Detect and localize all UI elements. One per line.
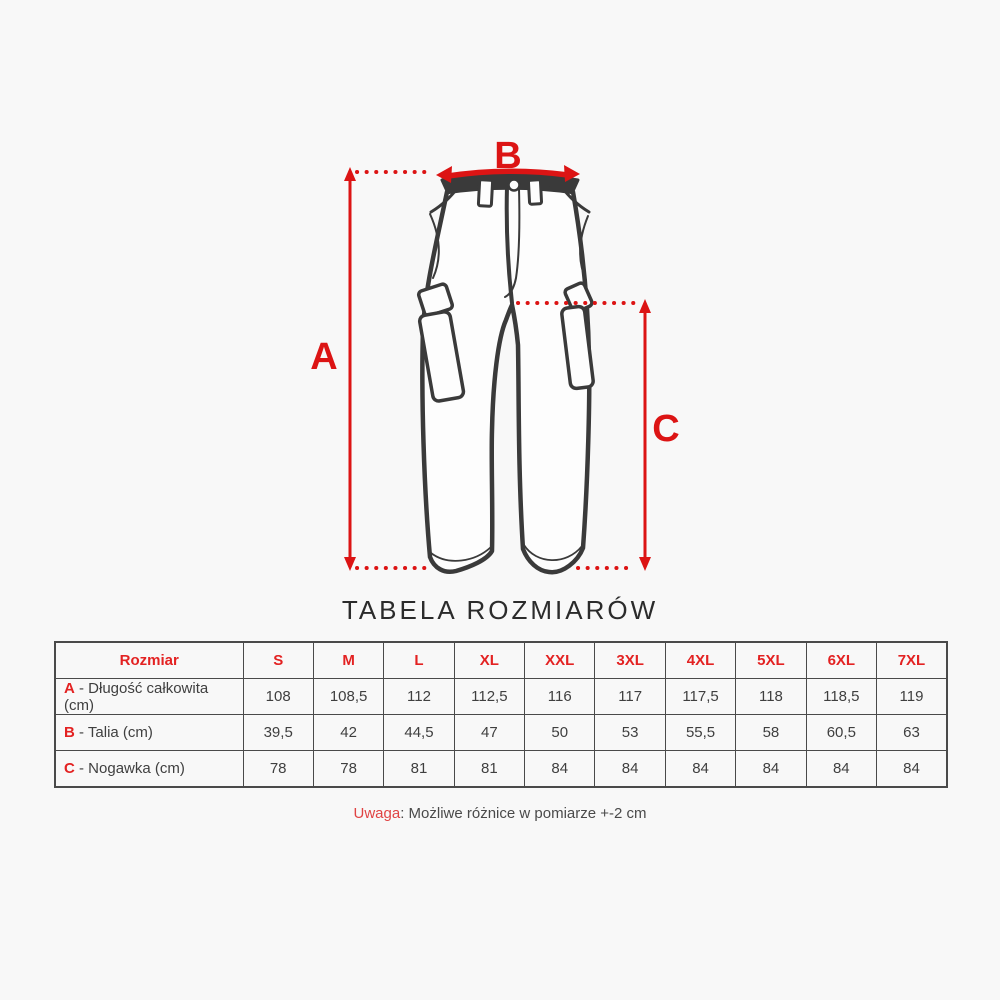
value-cell: 81 [384,751,454,788]
table-row-leg [55,751,947,788]
table-row-waist [55,715,947,751]
waist-button [509,180,520,191]
dimension-c-arrow-down [639,557,651,571]
value-cell: 53 [595,715,665,751]
dimension-a-label: A [310,336,338,378]
table-header-row [55,642,947,679]
value-cell: 84 [525,751,595,788]
value-cell: 81 [454,751,524,788]
row-label-text: - Długość całkowita (cm) [64,679,209,714]
header-size-7xl: 7XL [877,642,947,679]
page-title: TABELA ROZMIARÓW [341,595,659,625]
value-cell: 118 [736,679,806,715]
value-cell: 84 [806,751,876,788]
measurement-note [0,805,1000,822]
value-cell: 119 [877,679,947,715]
header-size-5xl: 5XL [736,642,806,679]
row-label-text: - Nogawka (cm) [74,760,185,777]
value-cell: 60,5 [806,715,876,751]
value-cell: 108 [243,679,313,715]
row-label-text: - Talia (cm) [74,724,153,741]
note-prefix: Uwaga [353,805,401,822]
value-cell: 58 [736,715,806,751]
value-cell: 117 [595,679,665,715]
value-cell: 44,5 [384,715,454,751]
header-size-l: L [384,642,454,679]
header-size-3xl: 3XL [595,642,665,679]
header-size-m: M [313,642,383,679]
value-cell: 112 [384,679,454,715]
note-text: : Możliwe różnice w pomiarze +-2 cm [400,805,647,822]
value-cell: 112,5 [454,679,524,715]
dimension-b [436,135,580,183]
dimension-a-arrow-up [344,167,356,181]
header-size-6xl: 6XL [806,642,876,679]
row-label-length [55,679,243,715]
header-size-4xl: 4XL [665,642,735,679]
row-letter-b: B [64,724,75,741]
value-cell: 42 [313,715,383,751]
header-rozmiar: Rozmiar [55,642,243,679]
value-cell: 108,5 [313,679,383,715]
value-cell: 78 [313,751,383,788]
dimension-c-arrow-up [639,299,651,313]
value-cell: 55,5 [665,715,735,751]
dimension-c-label: C [652,408,680,450]
row-letter-a: A [64,679,75,697]
value-cell: 84 [736,751,806,788]
pants-outline-drawing [418,174,594,572]
value-cell: 78 [243,751,313,788]
dimension-a [310,167,432,571]
value-cell: 63 [877,715,947,751]
table-row-length [55,679,947,715]
value-cell: 116 [525,679,595,715]
header-size-xxl: XXL [525,642,595,679]
value-cell: 84 [595,751,665,788]
value-cell: 50 [525,715,595,751]
dimension-b-label: B [494,135,522,177]
size-table [54,641,948,788]
row-label-leg [55,751,243,788]
row-label-waist [55,715,243,751]
dimension-a-arrow-down [344,557,356,571]
header-size-s: S [243,642,313,679]
header-size-xl: XL [454,642,524,679]
value-cell: 39,5 [243,715,313,751]
value-cell: 84 [877,751,947,788]
left-belt-loop [478,180,492,207]
right-belt-loop [528,180,541,205]
value-cell: 118,5 [806,679,876,715]
value-cell: 84 [665,751,735,788]
value-cell: 117,5 [665,679,735,715]
value-cell: 47 [454,715,524,751]
row-letter-c: C [64,760,75,777]
